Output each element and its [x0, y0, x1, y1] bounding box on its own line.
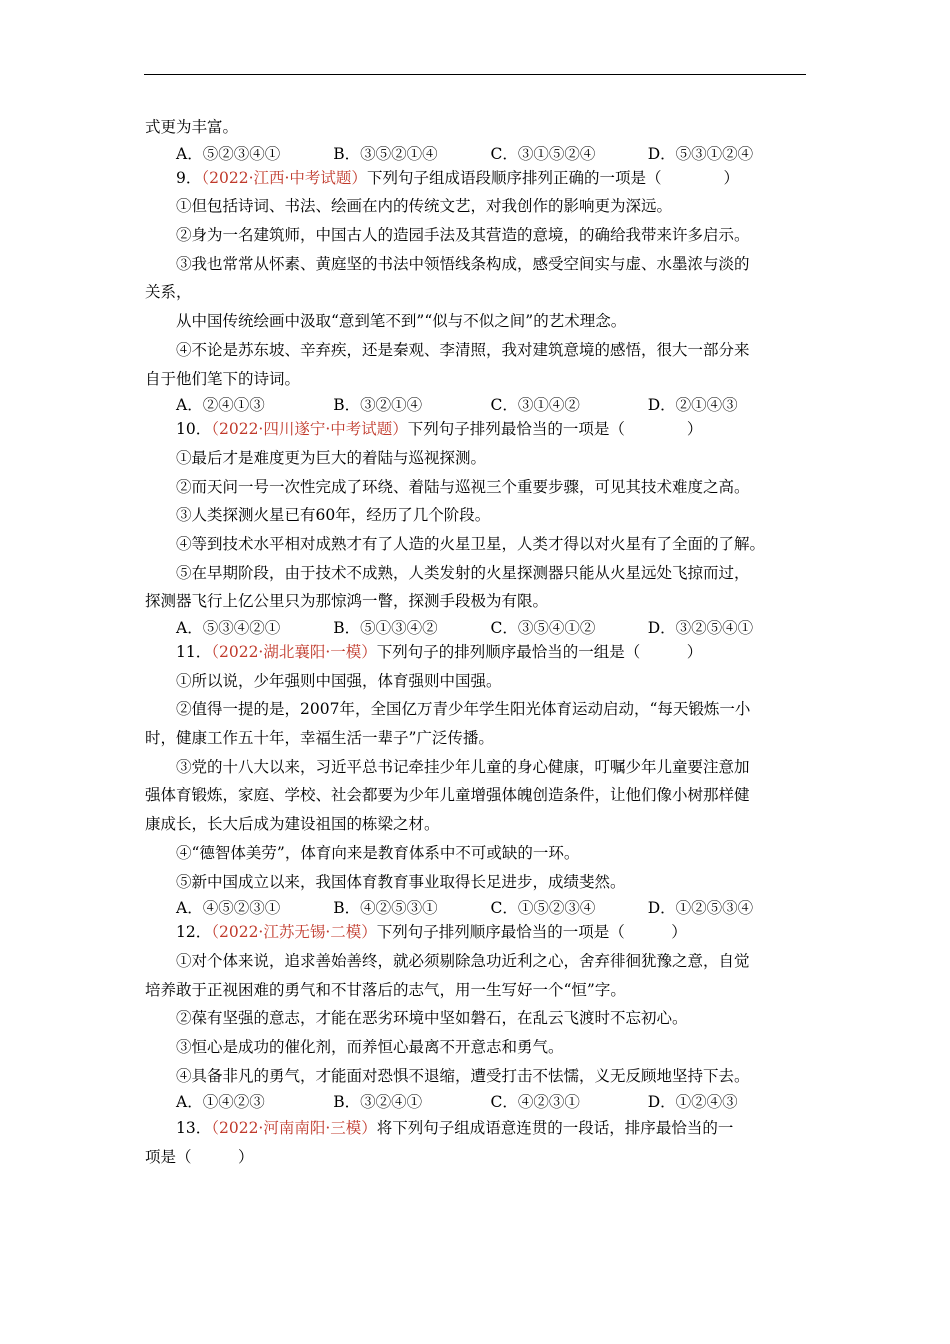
intro-tail: 式更为丰富。 — [145, 118, 239, 136]
q11-sentence-3-c: 康成长，长大后成为建设祖国的栋梁之材。 — [145, 815, 440, 834]
q11-sentence-5: ⑤新中国成立以来，我国体育教育事业取得长足进步，成绩斐然。 — [176, 872, 626, 891]
q11-stem-text: 下列句子的排列顺序最恰当的一组是（ ） — [376, 643, 703, 661]
q11-sentence-3-a: ③党的十八大以来，习近平总书记牵挂少年儿童的身心健康，叮嘱少年儿童要注意加 — [176, 757, 750, 776]
q9-options — [145, 393, 805, 415]
q12-stem — [145, 918, 805, 947]
q10-source: （2022·四川遂宁·中考试题） — [211, 420, 408, 439]
q12-number: 12． — [176, 923, 212, 942]
q11-options — [145, 896, 805, 918]
q13-stem — [145, 1114, 805, 1143]
q12-option-d: D．①②④③ — [647, 1093, 738, 1112]
q12-source: （2022·江苏无锡·二模） — [211, 923, 377, 942]
q8-options — [145, 142, 805, 164]
q11-option-a: A．④⑤②③① — [176, 899, 281, 918]
q9-number: 9． — [176, 168, 202, 187]
q9-option-d: D．②①④③ — [647, 396, 738, 415]
q9-sentence-2: ②身为一名建筑师，中国古人的造园手法及其营造的意境，的确给我带来许多启示。 — [176, 226, 750, 245]
q9-stem — [145, 164, 805, 193]
q13-source: （2022·河南南阳·三模） — [211, 1119, 377, 1138]
q12-option-b: B．③②④① — [333, 1093, 423, 1112]
q11-option-c: C．①⑤②③④ — [490, 899, 596, 918]
q12-sentence-3: ③恒心是成功的催化剂，而养恒心最离不开意志和勇气。 — [176, 1037, 564, 1056]
q9-sentence-1: ①但包括诗词、书法、绘画在内的传统文艺，对我创作的影响更为深远。 — [176, 197, 673, 216]
q10-option-a: A．⑤③④②① — [176, 619, 281, 637]
q13-stem-pre: 将下列句子组成语意连贯的一段话，排序 — [376, 1119, 656, 1138]
q10-sentence-5-a: ⑤在早期阶段，由于技术不成熟，人类发射的火星探测器只能从火星远处飞掠而过， — [176, 563, 750, 582]
q10-options — [145, 616, 805, 638]
q11-number: 11． — [176, 643, 212, 661]
q11-sentence-2-a: ②值得一提的是，2007年，全国亿万青少年学生阳光体育运动启动，“每天锻炼一小 — [176, 700, 751, 719]
q12-options — [145, 1090, 805, 1112]
q12-sentence-2: ②葆有坚强的意志，才能在恶劣环境中坚如磐石，在乱云飞渡时不忘初心。 — [176, 1009, 688, 1028]
q11-sentence-3-b: 强体育锻炼，家庭、学校、社会都要为少年儿童增强体魄创造条件，让他们像小树那样健 — [145, 786, 750, 805]
q8-option-d: D．⑤③①②④ — [647, 144, 754, 163]
q9-sentence-4-a: ④不论是苏东坡、辛弃疾，还是秦观、李清照，我对建筑意境的感悟，很大一部分来 — [176, 340, 750, 359]
q12-option-a: A．①④②③ — [176, 1093, 265, 1112]
q10-stem-post: 的一项是（ ） — [547, 420, 703, 439]
q10-option-b: B．⑤①③④② — [333, 619, 438, 637]
q9-sentence-3-c: 从中国传统绘画中汲取“意到笔不到”“似与不似之间”的艺术理念。 — [176, 312, 627, 331]
q13-stem-post: 的一 — [702, 1119, 734, 1138]
q10-stem — [145, 415, 805, 444]
q9-stem-text: 下列句子组成语段顺序排列正确的一项是（ ） — [366, 168, 739, 187]
q9-option-c: C．③①④② — [490, 396, 580, 415]
q12-sentence-1-b: 培养敢于正视困难的勇气和不甘落后的志气，用一生写好一个“恒”字。 — [145, 980, 626, 999]
q12-sentence-4: ④具备非凡的勇气，才能面对恐惧不退缩，遭受打击不怯懦，义无反顾地坚持下去。 — [176, 1066, 750, 1085]
q11-sentence-1: ①所以说，少年强则中国强，体育强则中国强。 — [176, 671, 502, 690]
q10-sentence-3: ③人类探测火星已有60年，经历了几个阶段。 — [176, 506, 491, 525]
q12-sentence-1-a: ①对个体来说，追求善始善终，就必须剔除急功近利之心，舍弃徘徊犹豫之意，自觉 — [176, 951, 750, 970]
q10-sentence-1: ①最后才是难度更为巨大的着陆与巡视探测。 — [176, 448, 487, 467]
q8-option-b: B．③⑤②①④ — [333, 144, 438, 163]
q12-option-c: C．④②③① — [490, 1093, 580, 1112]
q9-sentence-3-b: 关系， — [145, 283, 192, 302]
q9-source: （2022·江西·中考试题） — [201, 168, 367, 187]
document-body — [145, 113, 805, 1172]
q11-stem — [145, 638, 805, 667]
q13-stem-continued: 项是（ ） — [145, 1148, 254, 1166]
q13-stem-emphasis: 最恰当 — [655, 1119, 703, 1138]
q13-number: 13． — [176, 1119, 212, 1138]
q10-option-d: D．③②⑤④① — [647, 619, 754, 637]
q10-sentence-4: ④等到技术水平相对成熟才有了人造的火星卫星，人类才得以对火星有了全面的了解。 — [176, 534, 766, 553]
q11-sentence-4: ④“德智体美劳”，体育向来是教育体系中不可或缺的一环。 — [176, 843, 580, 862]
q11-sentence-2-b: 时，健康工作五十年，幸福生活一辈子”广泛传播。 — [145, 729, 494, 748]
q10-number: 10． — [176, 420, 212, 439]
q10-sentence-5-b: 探测器飞行上亿公里只为那惊鸿一瞥，探测手段极为有限。 — [145, 592, 549, 611]
q9-option-a: A．②④①③ — [176, 396, 265, 415]
q8-option-c: C．③①⑤②④ — [490, 144, 596, 163]
q9-sentence-3-a: ③我也常常从怀素、黄庭坚的书法中领悟线条构成，感受空间实与虚、水墨浓与淡的 — [176, 254, 750, 273]
q9-sentence-4-b: 自于他们笔下的诗词。 — [145, 369, 301, 388]
q11-option-d: D．①②⑤③④ — [647, 899, 754, 918]
q10-sentence-2: ②而天问一号一次性完成了环绕、着陆与巡视三个重要步骤，可见其技术难度之高。 — [176, 477, 750, 496]
q11-option-b: B．④②⑤③① — [333, 899, 438, 918]
q11-source: （2022·湖北襄阳·一模） — [211, 643, 377, 661]
q12-stem-text: 下列句子排列顺序最恰当的一项是（ ） — [376, 923, 687, 942]
header-rule — [144, 74, 806, 75]
q10-stem-emphasis: 最恰当 — [500, 420, 548, 439]
q10-stem-pre: 下列句子排列 — [407, 420, 501, 439]
q8-option-a: A．⑤②③④① — [176, 144, 281, 163]
q9-option-b: B．③②①④ — [333, 396, 423, 415]
q10-option-c: C．③⑤④①② — [490, 619, 596, 637]
